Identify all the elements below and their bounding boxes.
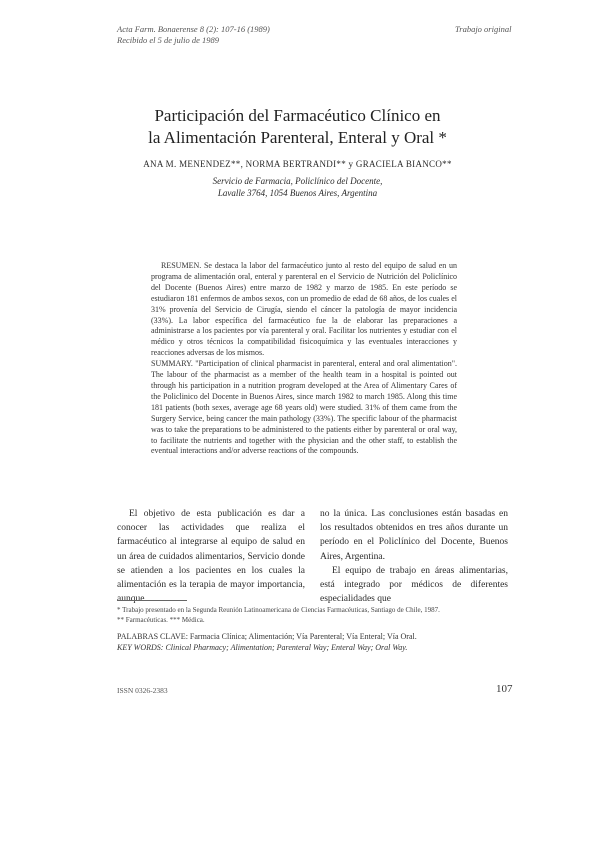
- footnote-1: * Trabajo presentado en la Segunda Reunión Latinoamericana de Ciencias Farmacéuticas, Santiago de Chile, 1987.: [117, 606, 440, 614]
- keywords-english: KEY WORDS: Clinical Pharmacy; Alimentation; Parenteral Way; Enteral Way; Oral Way.: [117, 642, 408, 652]
- affiliation-line-1: Servicio de Farmacia, Policlínico del Docente,: [212, 176, 383, 186]
- body-column-left: [117, 507, 305, 606]
- issn-label: ISSN 0326-2383: [117, 686, 168, 695]
- footnote-2: ** Farmacéuticas. *** Médica.: [117, 615, 205, 624]
- keywords-block: [117, 632, 507, 653]
- running-header-received: Recibido el 5 de julio de 1989: [117, 35, 219, 45]
- article-title: [0, 105, 595, 149]
- running-header-right: Trabajo original: [455, 24, 512, 34]
- running-header-journal: Acta Farm. Bonaerense 8 (2): 107-16 (1989): [117, 24, 270, 34]
- page-number: 107: [496, 683, 513, 695]
- body-paragraph: El equipo de trabajo en áreas alimentarias, está integrado por médicos de diferentes especialidades que: [320, 565, 508, 605]
- abstract-block: [151, 261, 457, 457]
- keywords-spanish: PALABRAS CLAVE: Farmacia Clínica; Alimentación; Vía Parenteral; Vía Enteral; Vía Oral.: [117, 632, 417, 641]
- affiliation: [0, 176, 595, 199]
- footnote-divider: [117, 600, 187, 601]
- body-paragraph: El objetivo de esta publicación es dar a conocer las actividades que realiza el farmacéutico al integrarse al equipo de salud en un área de cuidados alimentarios, Servicio donde se atienden a los pacientes en los cuales la alimentación es la terapia de mayor importancia, aunque: [117, 509, 305, 605]
- footnotes: [117, 606, 507, 625]
- affiliation-line-2: Lavalle 3764, 1054 Buenos Aires, Argentina: [217, 187, 378, 198]
- abstract-summary: SUMMARY. "Participation of clinical pharmacist in parenteral, enteral and oral alimentation". The labour of the pharmacist as a member of the health team in a hospital is pointed out through his participation in a nutrition program developed at the Area of Alimentary Cares of the Policlinico del Docente in Buenos Aires, since march 1982 to march 1985. Along this time 181 patients (both sexes, average age 68 years old) were studied. 31% of them came from the Surgery Service, being cancer the main pathology (33%). The specific labour of the pharmacist was to take the preparations to be administered to the patients either by parenteral or oral way, to facilitate the nutrients and together with the physician and the other staff, to establish the eventual interactions and/or adverse reactions of the compounds.: [151, 359, 457, 456]
- title-line-2: la Alimentación Parenteral, Enteral y Oral *: [148, 128, 447, 147]
- author-list: ANA M. MENENDEZ**, NORMA BERTRANDI** y GRACIELA BIANCO**: [143, 159, 452, 169]
- abstract-resumen: RESUMEN. Se destaca la labor del farmacéutico junto al resto del equipo de salud en un programa de alimentación oral, enteral y parenteral en el Servicio de Nutrición del Policlínico del Docente (Buenos Aires) entre marzo de 1982 y marzo de 1985. En este período se estudiaron 181 enfermos de ambos sexos, con un promedio de edad de 68 años, de los cuales el 31% provenía del Servicio de Cirugía, siendo el cáncer la patología de mayor incidencia (33%). La labor específica del farmacéutico fue la de elaborar las preparaciones a administrarse a los pacientes por vía parenteral y oral. Facilitar los nutrientes y estudiar con el médico y otros técnicos la compatibilidad fisicoquímica y las eventuales interacciones y reacciones adversas de los mismos.: [151, 261, 457, 358]
- title-line-1: Participación del Farmacéutico Clínico en: [154, 106, 441, 125]
- body-column-right: [320, 507, 508, 606]
- body-paragraph: no la única. Las conclusiones están basadas en los resultados obtenidos en tres años durante un período en el Policlínico del Docente, Buenos Aires, Argentina.: [320, 509, 508, 562]
